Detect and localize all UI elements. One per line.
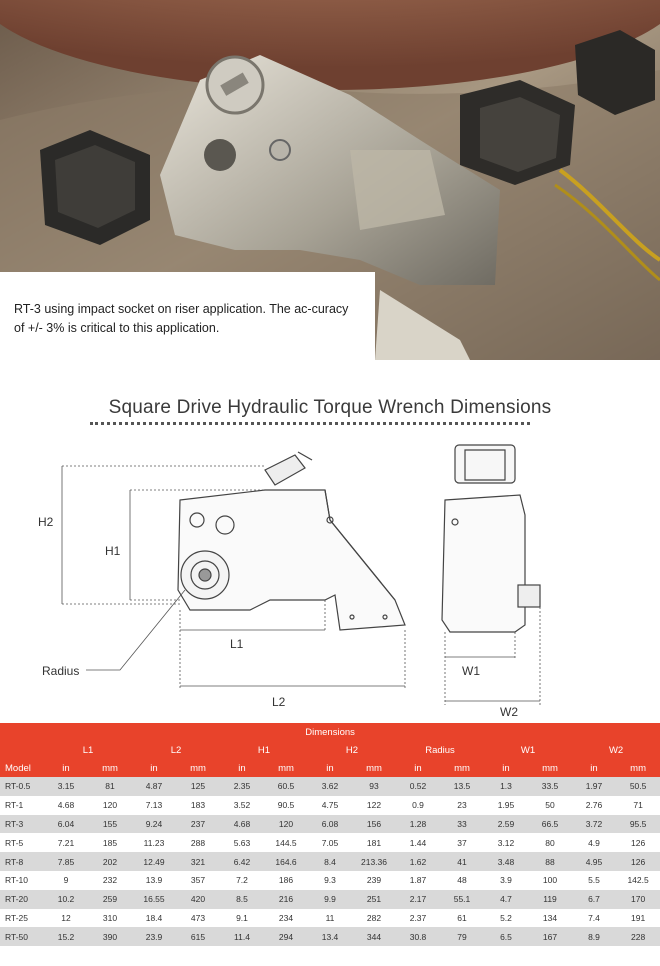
value-cell: 1.28 [409, 818, 427, 829]
group-w1: W1 [520, 744, 536, 756]
value-cell: 120 [278, 818, 294, 829]
unit-header: in [414, 762, 422, 774]
value-cell: 18.4 [145, 912, 163, 923]
table-banner: Dimensions [305, 726, 355, 738]
model-cell: RT-10 [5, 875, 28, 886]
value-cell: 33.5 [541, 781, 559, 792]
unit-header: mm [102, 762, 118, 774]
value-cell: 90.5 [277, 800, 295, 811]
model-cell: RT-20 [5, 894, 28, 905]
unit-header: in [590, 762, 598, 774]
value-cell: 11.23 [143, 837, 165, 848]
group-w2: W2 [608, 744, 624, 756]
value-cell: 6.42 [233, 856, 251, 867]
value-cell: 1.62 [409, 856, 427, 867]
value-cell: 13.5 [453, 781, 471, 792]
table-body [0, 777, 660, 946]
value-cell: 41 [457, 856, 467, 867]
value-cell: 7.21 [57, 837, 75, 848]
value-cell: 344 [366, 931, 382, 942]
value-cell: 3.52 [233, 800, 251, 811]
value-cell: 294 [278, 931, 294, 942]
value-cell: 11.4 [234, 931, 250, 942]
title-dotted-underline [90, 422, 530, 425]
value-cell: 4.75 [321, 800, 339, 811]
value-cell: 183 [190, 800, 206, 811]
value-cell: 60.5 [277, 781, 295, 792]
unit-header: mm [630, 762, 646, 774]
table-row [0, 852, 660, 871]
value-cell: 71 [633, 800, 643, 811]
label-h2: H2 [38, 515, 54, 529]
value-cell: 3.15 [57, 781, 75, 792]
model-cell: RT-5 [5, 837, 24, 848]
value-cell: 120 [102, 800, 118, 811]
value-cell: 23 [457, 800, 467, 811]
unit-header: mm [278, 762, 294, 774]
value-cell: 50 [545, 800, 555, 811]
dimensions-table [0, 723, 660, 946]
value-cell: 9 [63, 875, 69, 886]
value-cell: 125 [190, 781, 206, 792]
table-row [0, 777, 660, 796]
value-cell: 7.4 [588, 912, 600, 923]
group-l1: L1 [82, 744, 94, 756]
value-cell: 6.7 [588, 894, 600, 905]
value-cell: 15.2 [57, 931, 75, 942]
value-cell: 164.6 [275, 856, 297, 867]
value-cell: 3.62 [321, 781, 339, 792]
value-cell: 4.68 [57, 800, 75, 811]
value-cell: 1.3 [500, 781, 512, 792]
value-cell: 216 [278, 894, 294, 905]
value-cell: 2.76 [585, 800, 603, 811]
label-w2: W2 [500, 705, 518, 719]
value-cell: 11 [325, 912, 335, 923]
value-cell: 3.72 [585, 818, 603, 829]
value-cell: 119 [543, 894, 557, 905]
value-cell: 186 [278, 875, 294, 886]
value-cell: 61 [457, 912, 467, 923]
value-cell: 126 [631, 856, 646, 867]
unit-header: mm [454, 762, 470, 774]
value-cell: 4.95 [585, 856, 603, 867]
wrench-dimension-drawing [0, 430, 660, 720]
value-cell: 615 [190, 931, 206, 942]
value-cell: 185 [102, 837, 118, 848]
table-row [0, 890, 660, 909]
dimension-diagram [0, 430, 660, 720]
value-cell: 155 [102, 818, 118, 829]
value-cell: 88 [545, 856, 555, 867]
unit-header: in [326, 762, 334, 774]
value-cell: 7.13 [145, 800, 163, 811]
model-cell: RT-8 [5, 856, 24, 867]
value-cell: 473 [190, 912, 206, 923]
value-cell: 48 [457, 875, 467, 886]
value-cell: 0.9 [412, 800, 424, 811]
value-cell: 79 [457, 931, 467, 942]
unit-header: in [150, 762, 158, 774]
value-cell: 7.05 [321, 837, 339, 848]
value-cell: 0.52 [409, 781, 427, 792]
unit-header: in [62, 762, 70, 774]
value-cell: 4.87 [145, 781, 163, 792]
table-row [0, 909, 660, 928]
group-h2: H2 [345, 744, 359, 756]
table-row [0, 833, 660, 852]
value-cell: 142.5 [627, 875, 649, 886]
value-cell: 282 [366, 912, 382, 923]
unit-header: mm [366, 762, 382, 774]
value-cell: 13.4 [321, 931, 339, 942]
value-cell: 81 [105, 781, 115, 792]
value-cell: 80 [545, 837, 555, 848]
value-cell: 7.2 [236, 875, 248, 886]
value-cell: 1.87 [409, 875, 427, 886]
value-cell: 2.35 [233, 781, 251, 792]
model-cell: RT-1 [5, 800, 24, 811]
value-cell: 9.24 [145, 818, 163, 829]
value-cell: 357 [190, 875, 206, 886]
model-cell: RT-0.5 [5, 781, 31, 792]
unit-header: in [238, 762, 246, 774]
value-cell: 1.44 [409, 837, 427, 848]
model-cell: RT-3 [5, 818, 24, 829]
group-radius: Radius [425, 744, 455, 756]
value-cell: 66.5 [541, 818, 559, 829]
value-cell: 228 [631, 931, 646, 942]
value-cell: 170 [631, 894, 646, 905]
value-cell: 50.5 [629, 781, 647, 792]
value-cell: 9.9 [324, 894, 336, 905]
value-cell: 390 [102, 931, 118, 942]
value-cell: 237 [190, 818, 206, 829]
table-row [0, 796, 660, 815]
label-h1: H1 [105, 544, 121, 558]
value-cell: 16.55 [143, 894, 165, 905]
value-cell: 321 [190, 856, 206, 867]
value-cell: 37 [457, 837, 467, 848]
dimensions-table-container [0, 723, 660, 946]
value-cell: 8.5 [236, 894, 248, 905]
value-cell: 288 [190, 837, 206, 848]
label-radius: Radius [42, 664, 80, 678]
value-cell: 4.7 [500, 894, 512, 905]
unit-header: mm [190, 762, 206, 774]
value-cell: 5.63 [233, 837, 251, 848]
value-cell: 2.37 [409, 912, 427, 923]
label-l1: L1 [230, 637, 244, 651]
value-cell: 4.9 [588, 837, 600, 848]
value-cell: 259 [102, 894, 118, 905]
value-cell: 213.36 [361, 856, 387, 867]
value-cell: 6.5 [500, 931, 512, 942]
value-cell: 202 [102, 856, 118, 867]
value-cell: 1.95 [497, 800, 515, 811]
value-cell: 156 [366, 818, 382, 829]
table-unit-row [0, 759, 660, 777]
value-cell: 12.49 [143, 856, 165, 867]
value-cell: 10.2 [57, 894, 75, 905]
value-cell: 7.85 [57, 856, 75, 867]
value-cell: 3.9 [500, 875, 512, 886]
value-cell: 126 [631, 837, 646, 848]
value-cell: 12 [61, 912, 71, 923]
group-h1: H1 [257, 744, 271, 756]
value-cell: 13.9 [145, 875, 163, 886]
value-cell: 5.5 [588, 875, 600, 886]
value-cell: 8.9 [588, 931, 600, 942]
table-row [0, 927, 660, 946]
photo-caption: RT-3 using impact socket on riser application. The ac-curacy of +/- 3% is critical to this application. [14, 302, 349, 335]
value-cell: 4.68 [233, 818, 251, 829]
value-cell: 232 [102, 875, 118, 886]
value-cell: 3.48 [497, 856, 515, 867]
value-cell: 2.17 [409, 894, 427, 905]
section-title: Square Drive Hydraulic Torque Wrench Dimensions [108, 397, 552, 418]
unit-header: mm [542, 762, 558, 774]
value-cell: 122 [366, 800, 382, 811]
value-cell: 6.08 [321, 818, 339, 829]
table-row [0, 815, 660, 834]
value-cell: 191 [631, 912, 646, 923]
value-cell: 251 [366, 894, 382, 905]
value-cell: 181 [366, 837, 382, 848]
value-cell: 9.1 [236, 912, 248, 923]
model-cell: RT-25 [5, 912, 28, 923]
model-cell: RT-50 [5, 931, 28, 942]
value-cell: 167 [542, 931, 558, 942]
table-row [0, 871, 660, 890]
value-cell: 8.4 [324, 856, 336, 867]
value-cell: 30.8 [409, 931, 427, 942]
value-cell: 23.9 [145, 931, 163, 942]
value-cell: 420 [190, 894, 206, 905]
value-cell: 95.5 [629, 818, 647, 829]
value-cell: 234 [278, 912, 294, 923]
value-cell: 100 [542, 875, 558, 886]
value-cell: 144.5 [275, 837, 297, 848]
value-cell: 1.97 [585, 781, 603, 792]
value-cell: 3.12 [497, 837, 515, 848]
label-l2: L2 [272, 695, 286, 709]
value-cell: 5.2 [500, 912, 512, 923]
unit-header: in [502, 762, 510, 774]
group-l2: L2 [170, 744, 182, 756]
value-cell: 6.04 [57, 818, 75, 829]
value-cell: 2.59 [497, 818, 515, 829]
model-header: Model [5, 762, 31, 774]
value-cell: 33 [457, 818, 467, 829]
value-cell: 55.1 [453, 894, 471, 905]
value-cell: 9.3 [324, 875, 336, 886]
table-group-row [0, 741, 660, 759]
value-cell: 310 [102, 912, 118, 923]
value-cell: 239 [366, 875, 382, 886]
table-banner-row [0, 723, 660, 741]
value-cell: 134 [542, 912, 558, 923]
value-cell: 93 [369, 781, 379, 792]
label-w1: W1 [462, 664, 480, 678]
